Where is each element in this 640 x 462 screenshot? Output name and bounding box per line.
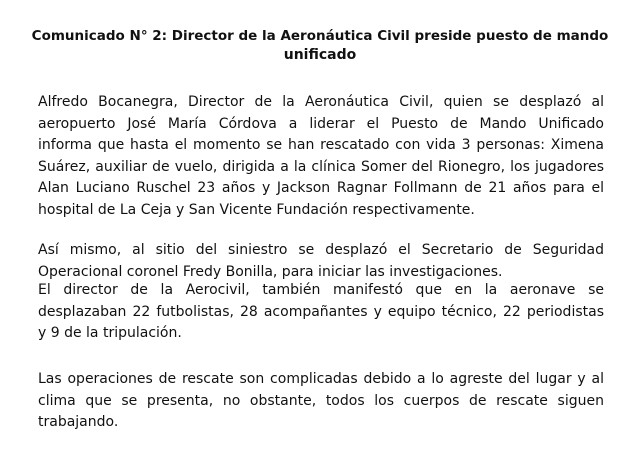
- text-line: hospital de La Ceja y San Vicente Fundación respectivamente.: [38, 201, 475, 218]
- text-line: trabajando.: [38, 414, 119, 430]
- title-line: unificado: [283, 47, 357, 63]
- text-line: Las operaciones de rescate son complicadas debido a lo agreste del lugar y al: [38, 371, 604, 387]
- text-line: informa que hasta el momento se han rescatado con vida 3 personas: Ximena: [38, 137, 604, 153]
- text-line: El director de la Aerocivil, también manifestó que en la aeronave se: [38, 282, 604, 298]
- paragraph-rescue-report: [38, 92, 604, 221]
- text-line: Operacional coronel Fredy Bonilla, para iniciar las investigaciones.: [38, 263, 503, 280]
- paragraph-investigation: [38, 240, 604, 283]
- text-line: clima que se presenta, no obstante, todos los cuerpos de rescate siguen: [38, 392, 604, 409]
- text-line: aeropuerto José María Córdova a liderar el Puesto de Mando Unificado: [38, 115, 604, 132]
- text-line: Alan Luciano Ruschel 23 años y Jackson Ragnar Follmann de 21 años para el: [38, 180, 604, 196]
- text-line: Suárez, auxiliar de vuelo, dirigida a la clínica Somer del Rionegro, los jugadores: [38, 158, 604, 175]
- title-line: Comunicado N° 2: Director de la Aeronáutica Civil preside puesto de mando: [31, 28, 609, 44]
- paragraph-passengers: [38, 280, 604, 345]
- text-line: desplazaban 22 futbolistas, 28 acompañantes y equipo técnico, 22 periodistas: [38, 303, 604, 320]
- text-line: y 9 de la tripulación.: [38, 325, 182, 341]
- page-title: [30, 27, 610, 65]
- text-line: Alfredo Bocanegra, Director de la Aeronáutica Civil, quien se desplazó al: [38, 94, 604, 110]
- text-line: Así mismo, al sitio del siniestro se desplazó el Secretario de Seguridad: [38, 242, 604, 258]
- paragraph-operations: [38, 369, 604, 434]
